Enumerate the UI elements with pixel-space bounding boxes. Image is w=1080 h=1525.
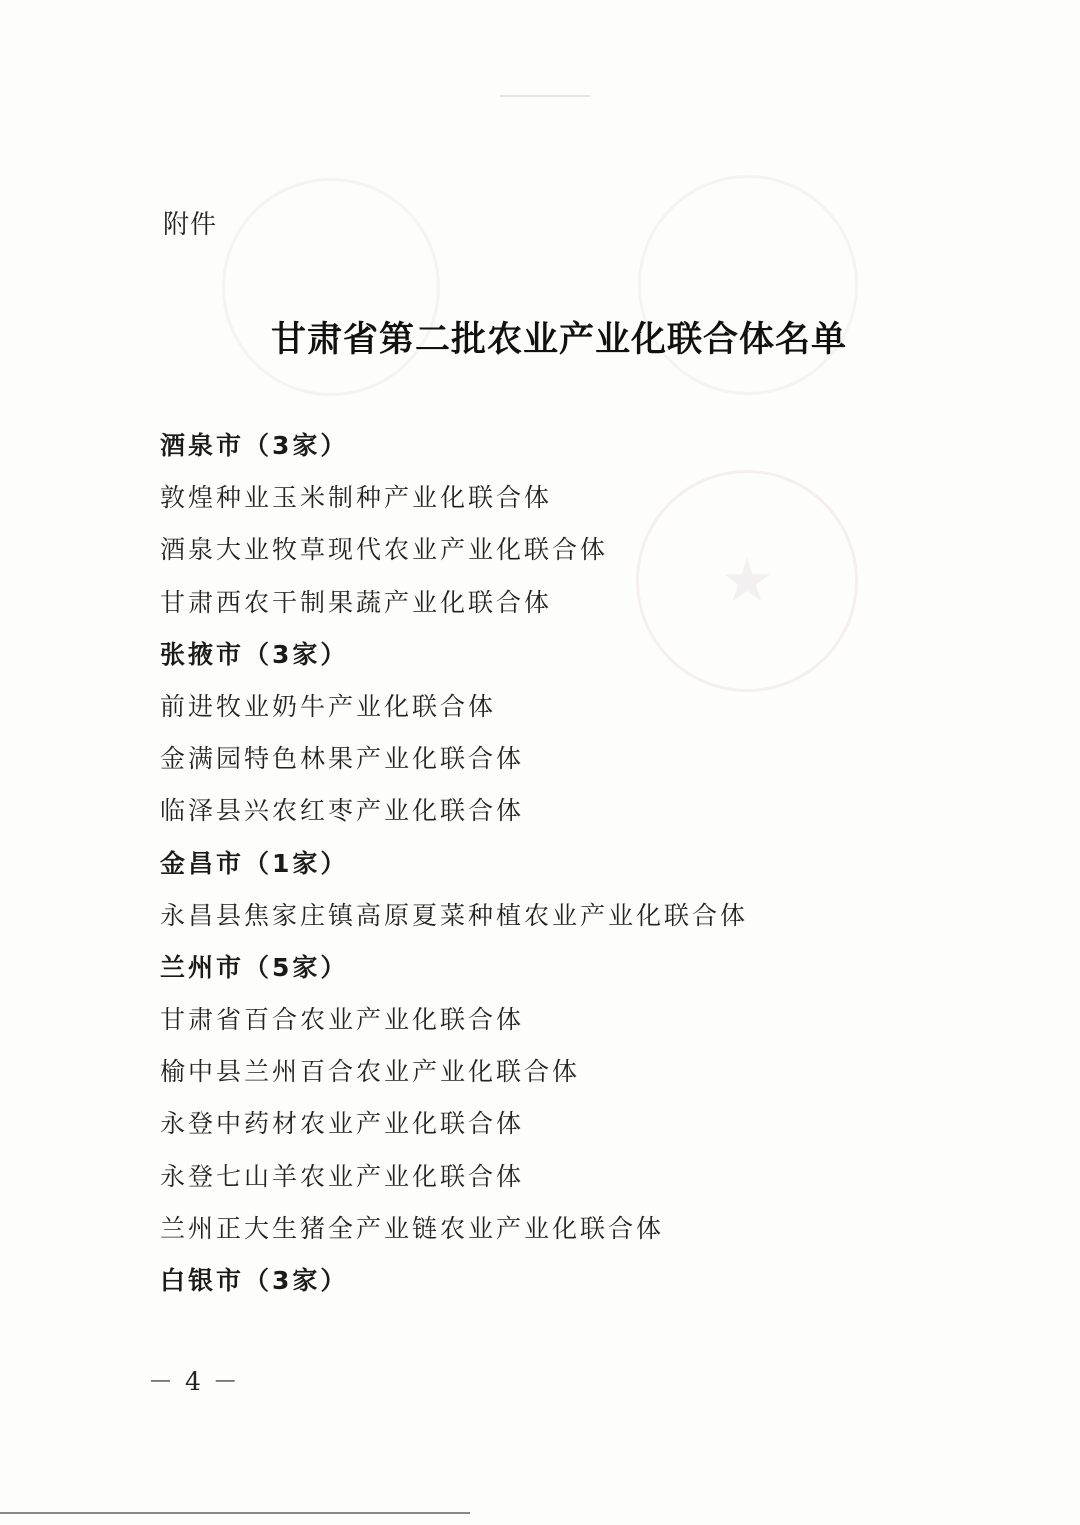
list-item: 永登七山羊农业产业化联合体	[160, 1161, 525, 1191]
city-heading: 酒泉市（3家）	[160, 431, 349, 460]
list-item: 酒泉大业牧草现代农业产业化联合体	[160, 535, 609, 565]
city-heading: 张掖市（3家）	[160, 639, 349, 669]
bottom-rule	[0, 1512, 470, 1514]
faint-seal-right	[638, 175, 858, 395]
list-item: 前进牧业奶牛产业化联合体	[160, 691, 497, 721]
list-item: 永昌县焦家庄镇高原夏菜种植农业产业化联合体	[160, 900, 749, 930]
list-item: 兰州正大生猪全产业链农业产业化联合体	[160, 1213, 665, 1243]
page-number: － 4 －	[148, 1367, 240, 1396]
city-heading: 兰州市（5家）	[160, 952, 349, 982]
list-item: 甘肃省百合农业产业化联合体	[160, 1005, 525, 1035]
scan-mark	[500, 95, 590, 97]
list-item: 甘肃西农干制果蔬产业化联合体	[160, 587, 553, 617]
list-item: 敦煌种业玉米制种产业化联合体	[160, 483, 553, 513]
city-heading: 白银市（3家）	[160, 1266, 349, 1295]
entity-list	[160, 420, 980, 1307]
city-heading: 金昌市（1家）	[160, 848, 349, 878]
list-item: 永登中药材农业产业化联合体	[160, 1109, 525, 1139]
faint-seal-left	[222, 178, 440, 396]
document-title-text: 甘肃省第二批农业产业化联合体名单	[270, 319, 847, 360]
list-item: 金满园特色林果产业化联合体	[160, 744, 525, 774]
star-icon: ★	[720, 546, 774, 616]
document-title	[0, 312, 1080, 362]
list-item: 临泽县兴农红枣产业化联合体	[160, 796, 525, 826]
attachment-label: 附件	[163, 210, 218, 240]
list-item: 榆中县兰州百合农业产业化联合体	[160, 1057, 581, 1087]
